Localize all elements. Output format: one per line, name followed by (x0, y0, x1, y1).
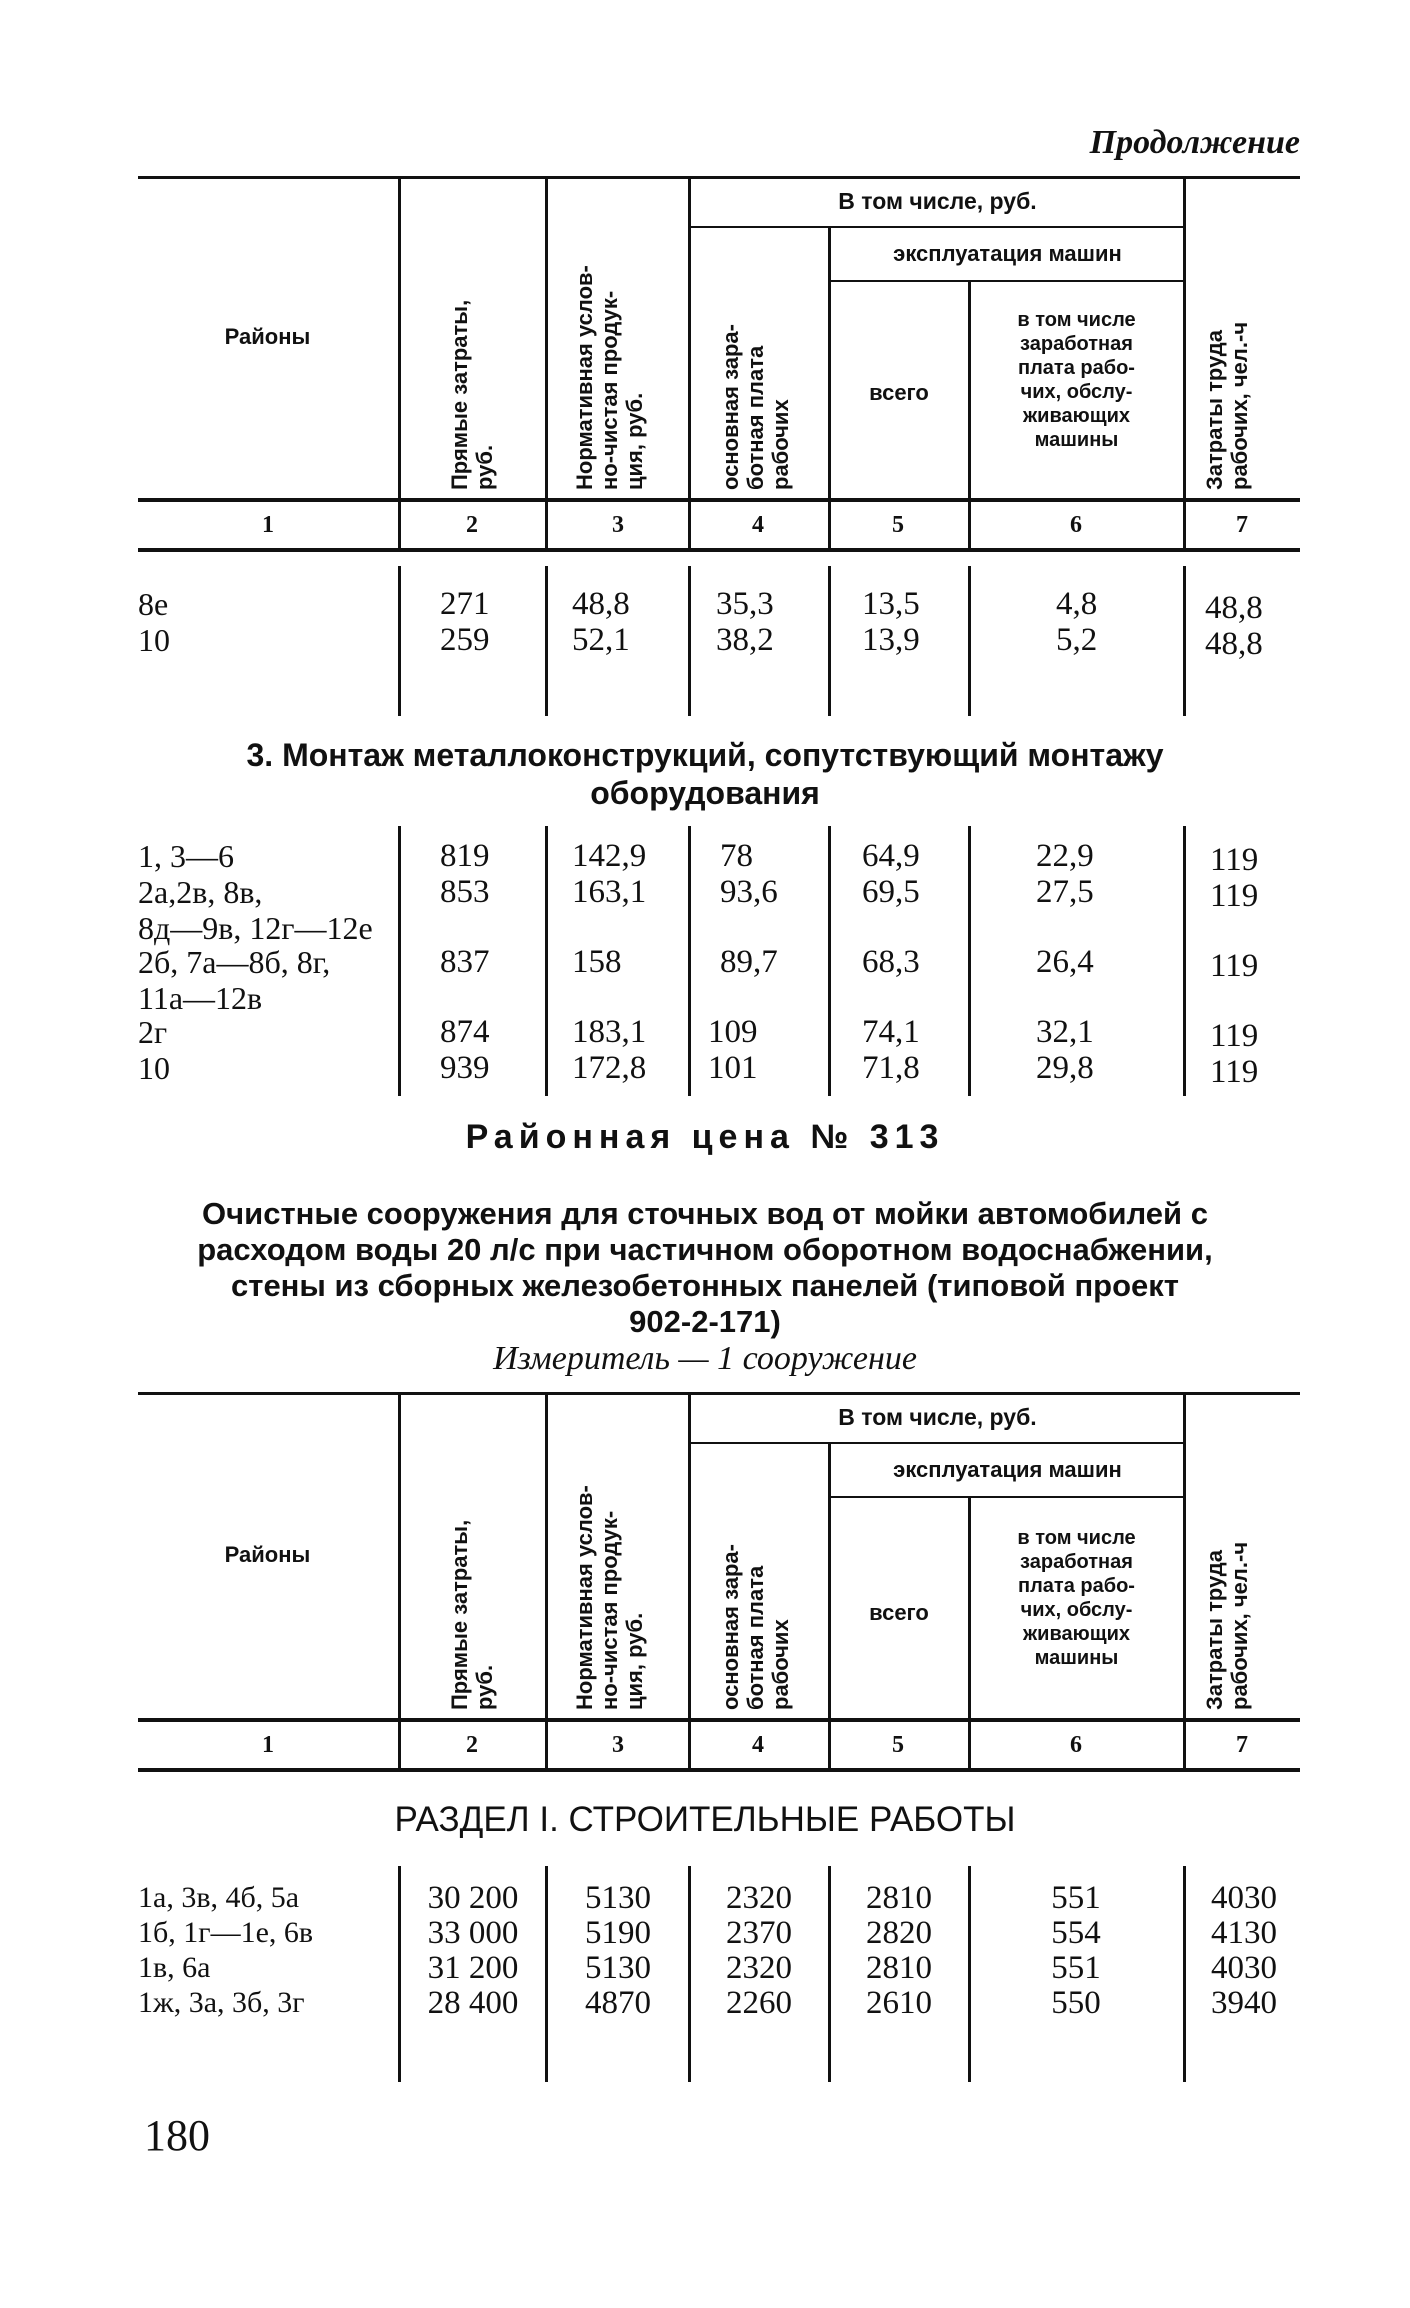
header-machine-operation: эксплуатация машин (893, 241, 1122, 266)
value-cell: 28 400 (427, 1985, 519, 2021)
value-cell: 119 (1210, 1054, 1259, 1090)
value-cell: 119 (1210, 948, 1259, 984)
value-cell: 551 (1051, 1880, 1101, 1916)
value-cell: 119 (1210, 1018, 1259, 1054)
header-incl-wage: в том числе заработная плата рабо- чих, обслу- живающих машины (1017, 1527, 1136, 1669)
header-labor: Затраты труда рабочих, чел.-ч (1202, 1541, 1252, 1710)
value-cell: 874 (440, 1014, 490, 1050)
region-cell: 1в, 6а (138, 1951, 211, 1984)
value-cell: 22,9 (1036, 838, 1094, 874)
value-cell: 259 (440, 622, 490, 658)
value-cell: 2320 (726, 1950, 792, 1986)
col-number: 2 (466, 512, 478, 538)
header-including: В том числе, руб. (838, 1404, 1037, 1430)
value-cell: 48,8 (572, 586, 630, 622)
value-cell: 52,1 (572, 622, 630, 658)
value-cell: 554 (1051, 1915, 1101, 1951)
header-direct-costs: Прямые затраты, руб. (447, 299, 497, 490)
col-number: 6 (1070, 512, 1082, 538)
region-cell: 1, 3—6 (138, 838, 234, 874)
header-basic-wage: основная зара- ботная плата рабочих (718, 1544, 793, 1710)
value-cell: 29,8 (1036, 1050, 1094, 1086)
col-number: 3 (612, 1732, 624, 1758)
region-cell: 2а,2в, 8в, 8д—9в, 12г—12е (138, 874, 373, 946)
col-number: 6 (1070, 1732, 1082, 1758)
header-normative-output: Нормативная услов- но-чистая продук- ция, руб. (572, 1485, 647, 1710)
value-cell: 33 000 (427, 1915, 519, 1951)
value-cell: 68,3 (862, 944, 920, 980)
value-cell: 2260 (726, 1985, 792, 2021)
header-regions: Районы (224, 324, 311, 349)
value-cell: 939 (440, 1050, 490, 1086)
header-total: всего (869, 380, 929, 405)
value-cell: 4870 (585, 1985, 651, 2021)
region-cell: 2г (138, 1014, 168, 1050)
page-number: 180 (144, 2111, 210, 2160)
col-number: 4 (752, 1732, 764, 1758)
price-title: Районная цена № 313 (465, 1118, 945, 1156)
value-cell: 4030 (1211, 1950, 1277, 1986)
value-cell: 4130 (1211, 1915, 1277, 1951)
value-cell: 550 (1051, 1985, 1101, 2021)
header-incl-wage: в том числе заработная плата рабо- чих, обслу- живающих машины (1017, 309, 1136, 451)
value-cell: 89,7 (720, 944, 778, 980)
unit-label: Измеритель — 1 сооружение (493, 1340, 917, 1377)
value-cell: 163,1 (572, 874, 647, 910)
col-number: 2 (466, 1732, 478, 1758)
header-including: В том числе, руб. (838, 188, 1037, 214)
value-cell: 142,9 (572, 838, 647, 874)
col-number: 5 (892, 1732, 904, 1758)
value-cell: 551 (1051, 1950, 1101, 1986)
value-cell: 2610 (866, 1985, 932, 2021)
value-cell: 31 200 (427, 1950, 519, 1986)
region-cell: 1а, 3в, 4б, 5а (138, 1881, 300, 1914)
value-cell: 819 (440, 838, 490, 874)
region-cell: 1б, 1г—1е, 6в (138, 1916, 314, 1949)
value-cell: 5190 (585, 1915, 651, 1951)
value-cell: 853 (440, 874, 490, 910)
value-cell: 109 (708, 1014, 758, 1050)
object-description: Очистные сооружения для сточных вод от мойки автомобилей с расходом воды 20 л/с при частичном оборотном водоснабжении, стены из сборных железобетонных панелей (типовой проект 902-2-171) (197, 1196, 1213, 1339)
value-cell: 3940 (1211, 1985, 1277, 2021)
value-cell: 74,1 (862, 1014, 920, 1050)
value-cell: 13,9 (862, 622, 920, 658)
value-cell: 119 (1210, 878, 1259, 914)
col-number: 1 (262, 1732, 274, 1758)
col-number: 1 (262, 512, 274, 538)
value-cell: 38,2 (716, 622, 774, 658)
value-cell: 5130 (585, 1950, 651, 1986)
value-cell: 119 (1210, 842, 1259, 878)
value-cell: 48,8 (1205, 626, 1263, 662)
region-cell: 1ж, 3а, 3б, 3г (138, 1986, 305, 2019)
region-cell: 10 (138, 622, 170, 658)
value-cell: 32,1 (1036, 1014, 1094, 1050)
value-cell: 5130 (585, 1880, 651, 1916)
value-cell: 2820 (866, 1915, 932, 1951)
value-cell: 4,8 (1056, 586, 1098, 622)
value-cell: 93,6 (720, 874, 778, 910)
col-number: 4 (752, 512, 764, 538)
region-cell: 10 (138, 1050, 170, 1086)
header-direct-costs: Прямые затраты, руб. (447, 1519, 497, 1710)
header-labor: Затраты труда рабочих, чел.-ч (1202, 321, 1252, 490)
col-number: 3 (612, 512, 624, 538)
value-cell: 30 200 (427, 1880, 519, 1916)
value-cell: 27,5 (1036, 874, 1094, 910)
header-total: всего (869, 1600, 929, 1625)
header-basic-wage: основная зара- ботная плата рабочих (718, 324, 793, 490)
value-cell: 2810 (866, 1880, 932, 1916)
col-number: 7 (1236, 1732, 1248, 1758)
value-cell: 69,5 (862, 874, 920, 910)
value-cell: 101 (708, 1050, 758, 1086)
value-cell: 158 (572, 944, 622, 980)
value-cell: 71,8 (862, 1050, 920, 1086)
value-cell: 48,8 (1205, 590, 1263, 626)
value-cell: 4030 (1211, 1880, 1277, 1916)
header-regions: Районы (224, 1542, 311, 1567)
col-number: 5 (892, 512, 904, 538)
value-cell: 271 (440, 586, 490, 622)
value-cell: 2320 (726, 1880, 792, 1916)
section1-title: РАЗДЕЛ I. СТРОИТЕЛЬНЫЕ РАБОТЫ (394, 1800, 1016, 1839)
value-cell: 2810 (866, 1950, 932, 1986)
value-cell: 64,9 (862, 838, 920, 874)
value-cell: 26,4 (1036, 944, 1094, 980)
value-cell: 13,5 (862, 586, 920, 622)
value-cell: 172,8 (572, 1050, 647, 1086)
region-cell: 8е (138, 586, 169, 622)
col-number: 7 (1236, 512, 1248, 538)
value-cell: 837 (440, 944, 490, 980)
value-cell: 5,2 (1056, 622, 1098, 658)
value-cell: 2370 (726, 1915, 792, 1951)
value-cell: 35,3 (716, 586, 774, 622)
header-machine-operation: эксплуатация машин (893, 1457, 1122, 1482)
header-normative-output: Нормативная услов- но-чистая продук- ция, руб. (572, 265, 647, 490)
value-cell: 78 (720, 838, 753, 874)
region-cell: 2б, 7а—8б, 8г, 11а—12в (138, 944, 331, 1016)
section3-title: 3. Монтаж металлоконструкций, сопутствующий монтажу оборудования (246, 737, 1164, 811)
continuation-label: Продолжение (1089, 124, 1300, 161)
value-cell: 183,1 (572, 1014, 647, 1050)
